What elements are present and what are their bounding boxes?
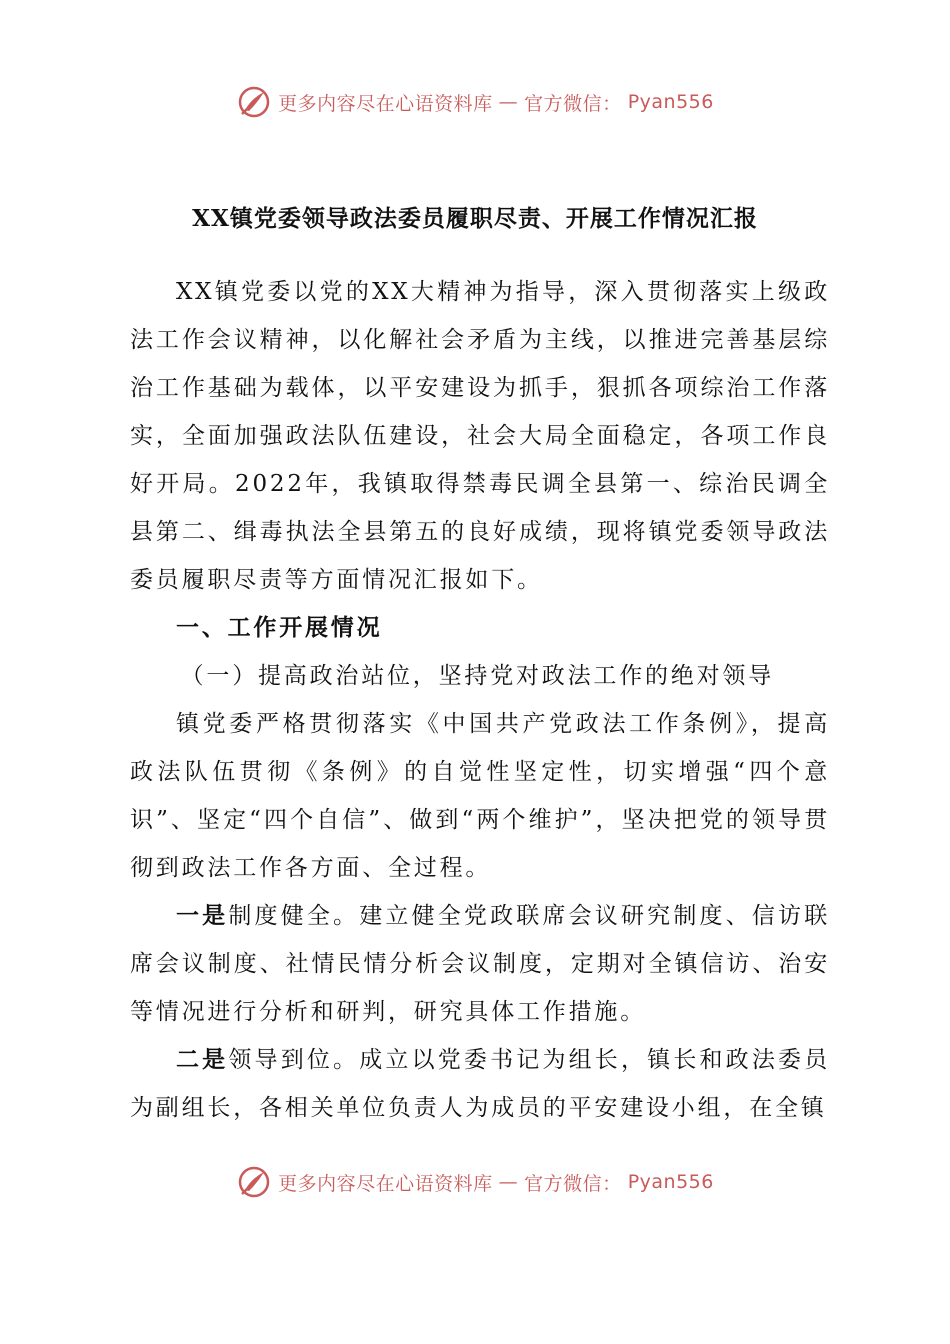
watermark-banner-bottom	[0, 1164, 950, 1200]
section-heading: 一、工作开展情况	[176, 614, 383, 641]
item-lead-1: 一是	[176, 902, 229, 929]
subsection-paragraph: 镇党委严格贯彻落实《中国共产党政法工作条例》，提高政法队伍贯彻《条例》的自觉性坚定性，切实增强“四个意识”、坚定“四个自信”、做到“两个维护”，坚决把党的领导贯彻到政法工作各方面、全过程。	[130, 711, 830, 881]
watermark-wechat-id: Pyan556	[627, 1171, 714, 1193]
item-paragraph-1	[130, 892, 830, 1036]
watermark-wechat-label: 官方微信：	[524, 92, 622, 115]
item-paragraph-2	[130, 1036, 830, 1132]
brush-logo-icon	[236, 1164, 272, 1200]
watermark-dash: —	[498, 91, 519, 113]
watermark-site-text: 更多内容尽在心语资料库	[278, 92, 493, 115]
brush-logo-icon	[236, 84, 272, 120]
watermark-dash: —	[498, 1171, 519, 1193]
item-text-2: 领导到位。成立以党委书记为组长，镇长和政法委员为副组长，各相关单位负责人为成员的平安建设小组，在全镇	[130, 1047, 830, 1121]
document-body	[130, 268, 830, 1132]
watermark-wechat-id: Pyan556	[627, 91, 714, 113]
watermark-wechat-label: 官方微信：	[524, 1172, 622, 1195]
intro-paragraph: XX镇党委以党的XX大精神为指导，深入贯彻落实上级政法工作会议精神，以化解社会矛盾为主线，以推进完善基层综治工作基础为载体，以平安建设为抓手，狠抓各项综治工作落实，全面加强政法队伍建设，社会大局全面稳定，各项工作良好开局。2022年，我镇取得禁毒民调全县第一、综治民调全县第二、缉毒执法全县第五的良好成绩，现将镇党委领导政法委员履职尽责等方面情况汇报如下。	[130, 279, 830, 593]
item-lead-2: 二是	[176, 1046, 229, 1073]
item-text-1: 制度健全。建立健全党政联席会议研究制度、信访联席会议制度、社情民情分析会议制度，定期对全镇信访、治安等情况进行分析和研判，研究具体工作措施。	[130, 903, 830, 1025]
watermark-banner-top	[0, 84, 950, 120]
watermark-site-text: 更多内容尽在心语资料库	[278, 1172, 493, 1195]
document-title: XX镇党委领导政法委员履职尽责、开展工作情况汇报	[192, 205, 758, 232]
subsection-heading: （一）提高政治站位，坚持党对政法工作的绝对领导	[180, 663, 774, 689]
